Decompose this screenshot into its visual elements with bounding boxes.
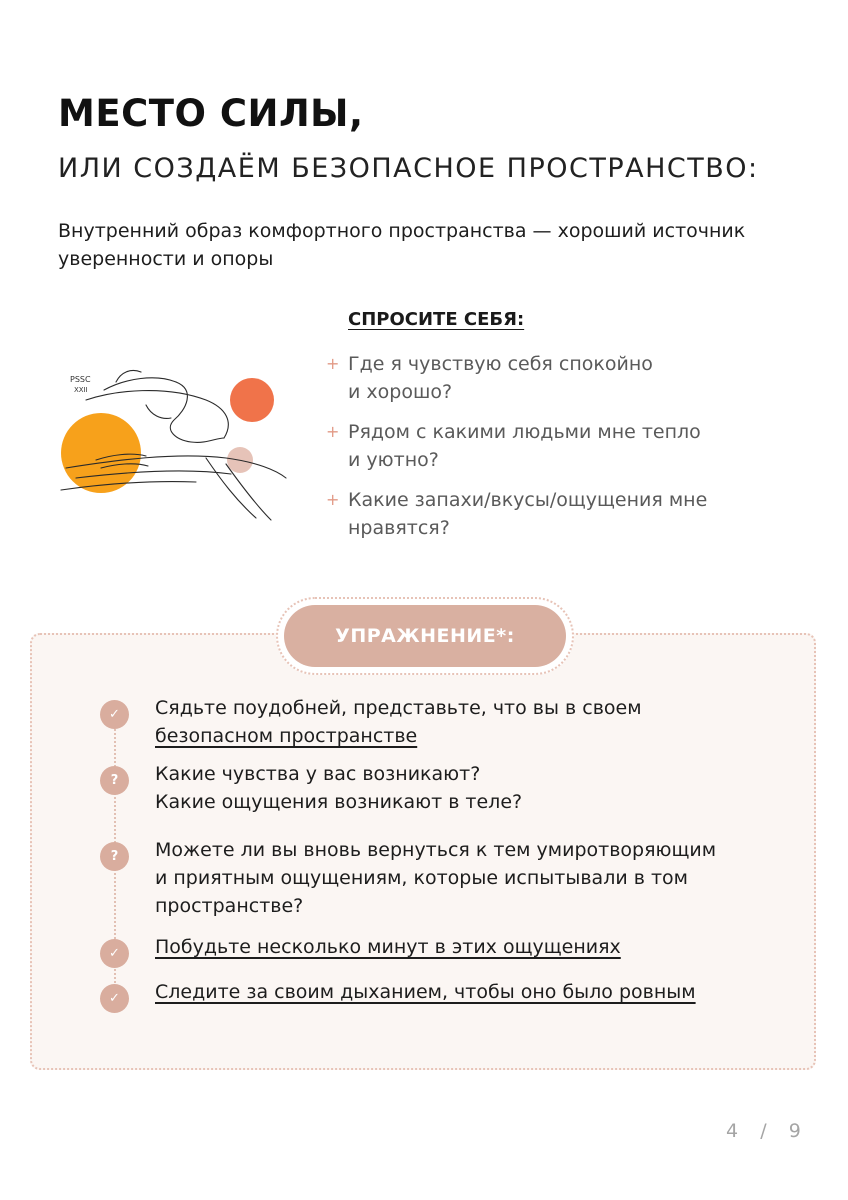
- step-line: Какие ощущения возникают в теле?: [155, 791, 523, 813]
- page-separator: /: [760, 1120, 768, 1142]
- question-line: нравятся?: [348, 517, 450, 539]
- page-indicator: [726, 1120, 802, 1142]
- step-line-underlined: Побудьте несколько минут в этих ощущениях: [155, 936, 621, 958]
- question-icon: ?: [100, 842, 129, 871]
- questions-list: [326, 350, 796, 554]
- signature: XXII: [74, 386, 88, 394]
- check-icon: ✓: [100, 984, 129, 1013]
- step-text: [155, 760, 795, 816]
- question-line: Рядом с какими людьми мне тепло: [348, 421, 701, 443]
- question-line: Где я чувствую себя спокойно: [348, 353, 653, 375]
- step-line: Какие чувства у вас возникают?: [155, 763, 481, 785]
- step-line: пространстве?: [155, 895, 304, 917]
- question-line: и хорошо?: [348, 381, 453, 403]
- exercise-label: УПРАЖНЕНИЕ*:: [284, 605, 566, 667]
- page-title: МЕСТО СИЛЫ,: [58, 92, 364, 135]
- question-item: [326, 486, 796, 542]
- question-item: [326, 350, 796, 406]
- step-line: и приятным ощущениям, которые испытывали в том: [155, 867, 688, 889]
- page-current: 4: [726, 1120, 740, 1142]
- step-line: Можете ли вы вновь вернуться к тем умиротворяющим: [155, 839, 717, 861]
- orange-circle: [61, 413, 141, 493]
- step-line: Сядьте поудобней, представьте, что вы в своем: [155, 697, 642, 719]
- intro-line: Внутренний образ комфортного пространства — хороший источник: [58, 220, 746, 242]
- step-line-underlined: Следите за своим дыханием, чтобы оно было ровным: [155, 981, 696, 1003]
- signature: PSSC: [70, 375, 91, 384]
- plus-icon: +: [326, 354, 340, 373]
- intro-text: [58, 217, 818, 273]
- step-text: [155, 978, 795, 1006]
- line-art-illustration: [56, 360, 296, 535]
- plus-icon: +: [326, 422, 340, 441]
- check-icon: ✓: [100, 700, 129, 729]
- intro-line: уверенности и опоры: [58, 248, 274, 270]
- check-icon: ✓: [100, 939, 129, 968]
- step-text: [155, 933, 795, 961]
- question-line: Какие запахи/вкусы/ощущения мне: [348, 489, 708, 511]
- plus-icon: +: [326, 490, 340, 509]
- question-item: [326, 418, 796, 474]
- question-icon: ?: [100, 766, 129, 795]
- step-text: [155, 836, 795, 920]
- coral-circle: [230, 378, 274, 422]
- step-text: [155, 694, 795, 750]
- question-line: и уютно?: [348, 449, 439, 471]
- ask-yourself-heading: СПРОСИТЕ СЕБЯ:: [348, 309, 525, 330]
- page-total: 9: [788, 1120, 802, 1142]
- step-line-underlined: безопасном пространстве: [155, 725, 418, 747]
- page-subtitle: ИЛИ СОЗДАЁМ БЕЗОПАСНОЕ ПРОСТРАНСТВО:: [58, 153, 759, 184]
